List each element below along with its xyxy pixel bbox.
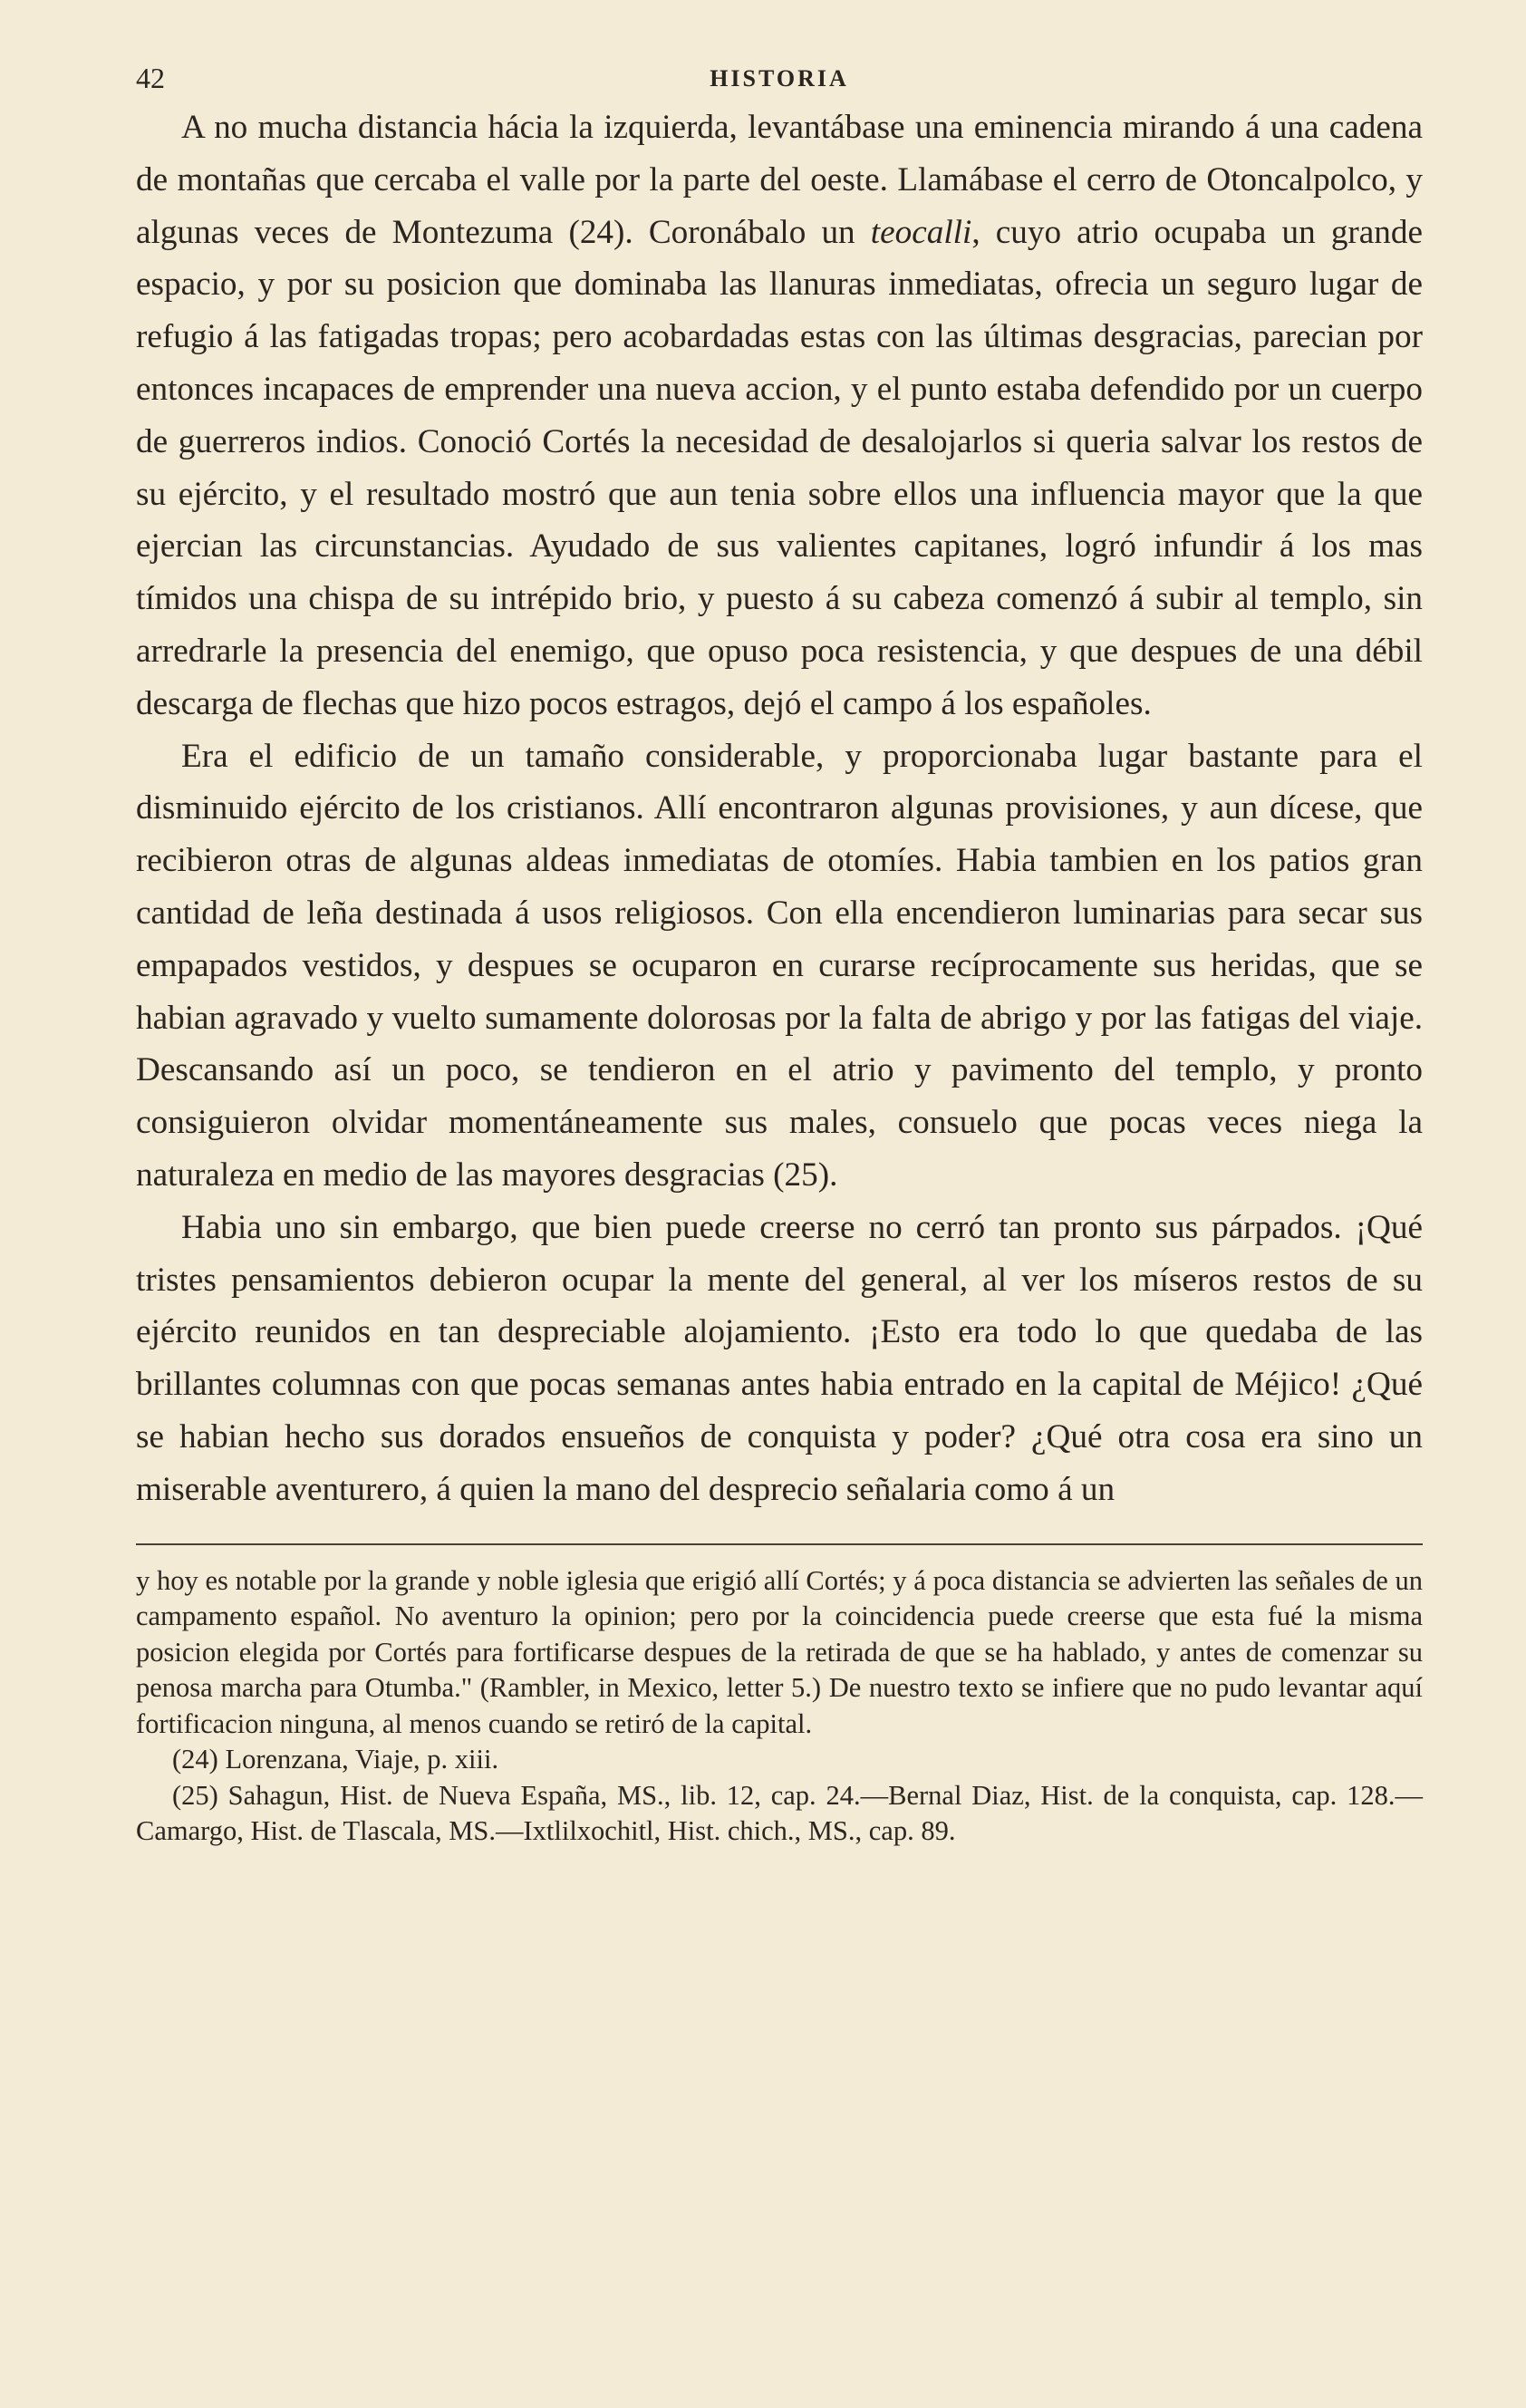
paragraph-1-text-b: , cuyo atrio ocupaba un grande espacio, y por su posicion que dominaba las llanuras inmediatas, ofrecia un seguro lugar de refugio á las fatigadas tropas; pero acobardadas estas con las últimas desgracias, parecian por entonces incapaces de emprender una nueva accion, y el punto estaba defendido por un cuerpo de guerreros indios. Conoció Cortés la necesidad de desalojarlos si queria salvar los restos de su ejército, y el resultado mostró que aun tenia sobre ellos una influencia mayor que la que ejercian las circunstancias. Ayudado de sus valientes capitanes, logró infundir á los mas tímidos una chispa de su intrépido brio, y puesto á su cabeza comenzó á subir al templo, sin arredrarle la presencia del enemigo, que opuso poca resistencia, y que despues de una débil descarga de flechas que hizo pocos estragos, dejó el campo á los españoles. [136,213,1423,722]
footnotes [136,1563,1423,1850]
paragraph-1 [136,102,1423,730]
book-page [136,54,1423,2374]
paragraph-3: Habia uno sin embargo, que bien puede creerse no cerró tan pronto sus párpados. ¡Qué tristes pensamientos debieron ocupar la mente del general, al ver los míseros restos de su ejército reunidos en tan despreciable alojamiento. ¡Esto era todo lo que quedaba de las brillantes columnas con que pocas semanas antes habia entrado en la capital de Méjico! ¿Qué se habian hecho sus dorados ensueños de conquista y poder? ¿Qué otra cosa era sino un miserable aventurero, á quien la mano del desprecio señalaria como á un [136,1208,1423,1508]
footnote-continuation: y hoy es notable por la grande y noble iglesia que erigió allí Cortés; y á poca distancia se advierten las señales de un campamento español. No aventuro la opinion; pero por la coincidencia puede creerse que esta fué la misma posicion elegida por Cortés para fortificarse despues de la retirada de que se ha hablado, y antes de comenzar su penosa marcha para Otumba." (Rambler, in Mexico, letter 5.) De nuestro texto se infiere que no pudo levantar aquí fortificacion ninguna, al menos cuando se retiró de la capital. [136,1564,1423,1739]
footnote-divider [136,1543,1423,1545]
page-number: 42 [136,62,165,94]
footnote-24: (24) Lorenzana, Viaje, p. xiii. [172,1744,499,1775]
paragraph-2: Era el edificio de un tamaño considerable, y proporcionaba lugar bastante para el disminuido ejército de los cristianos. Allí encontraron algunas provisiones, y aun dícese, que recibieron otras de algunas aldeas inmediatas de otomíes. Habia tambien en los patios gran cantidad de leña destinada á usos religiosos. Con ella encendieron luminarias para secar sus empapados vestidos, y despues se ocuparon en curarse recíprocamente sus heridas, que se habian agravado y vuelto sumamente dolorosas por la falta de abrigo y por las fatigas del viaje. Descansando así un poco, se tendieron en el atrio y pavimento del templo, y pronto consiguieron olvidar momentáneamente sus males, consuelo que pocas veces niega la naturaleza en medio de las mayores desgracias (25). [136,737,1423,1194]
paragraph-1-text-a: A no mucha distancia hácia la izquierda, levantábase una eminencia mirando á una cadena de montañas que cercaba el valle por la parte del oeste. Llamábase el cerro de Otoncalpolco, y algunas veces de Montezuma (24). Coronábalo un [136,109,1423,251]
running-head [136,54,1423,102]
running-title: HISTORIA [710,65,849,92]
footnote-25: (25) Sahagun, Hist. de Nueva España, MS., lib. 12, cap. 24.—Bernal Diaz, Hist. de la conquista, cap. 128.—Camargo, Hist. de Tlascala, MS.—Ixtlilxochitl, Hist. chich., MS., cap. 89. [136,1779,1423,1847]
main-text [136,102,1423,1516]
paragraph-1-italic-term: teocalli [870,213,972,251]
